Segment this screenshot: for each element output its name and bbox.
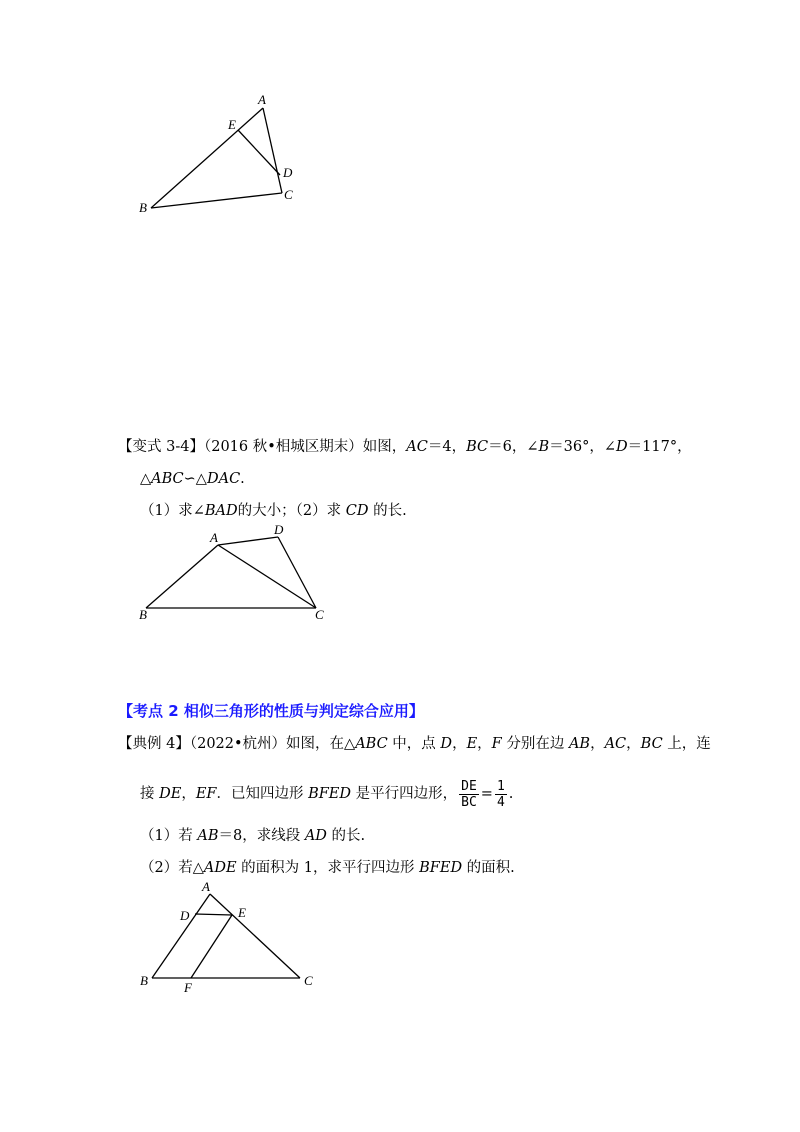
label-b: B — [139, 607, 147, 622]
segment-ef — [191, 915, 232, 978]
label-d: D — [180, 908, 190, 923]
section-heading: 【考点 2 相似三角形的性质与判定综合应用】 — [118, 702, 424, 720]
variant-tag: 【变式 3-4】 — [118, 439, 204, 455]
segment-ba — [152, 894, 210, 978]
fraction-one-quarter: $\frac{1}{4}$ — [496, 778, 505, 810]
fraction-de-bc: $\frac{DE}{BC}$ — [461, 778, 477, 810]
segment-bc — [151, 193, 282, 208]
figure-triangle-abc-parallelogram — [130, 878, 330, 998]
segment-ba — [146, 545, 218, 608]
segment-ac — [218, 545, 316, 608]
label-a: A — [210, 530, 218, 545]
label-d: D — [283, 165, 293, 180]
example-line-2: 接 DE，EF．已知四边形 BFED 是平行四边形， $\frac{DE}{BC}$ = $\frac{1}{4}$ . — [140, 778, 514, 810]
label-e: E — [228, 117, 236, 132]
variant-line-2: △ABC∽△DAC. — [140, 471, 245, 487]
label-e: E — [238, 905, 246, 920]
segment-ad — [218, 537, 278, 545]
label-c: C — [284, 187, 293, 202]
label-b: B — [139, 200, 147, 215]
label-a: A — [202, 879, 210, 894]
figure-quad-abcd — [130, 520, 340, 630]
variant-line-3: （1）求∠BAD的大小；（2）求 CD 的长. — [140, 503, 407, 519]
segment-ac — [263, 108, 282, 193]
example-line-3: （1）若 AB＝8，求线段 AD 的长. — [140, 828, 366, 844]
example-line-1: 【典例 4】（2022•杭州）如图，在△ABC 中，点 D，E，F 分别在边 AB，AC，BC 上，连 — [118, 736, 711, 752]
example-tag: 【典例 4】 — [118, 736, 190, 752]
segment-dc — [278, 537, 316, 608]
segment-de — [195, 914, 232, 915]
label-c: C — [304, 973, 313, 988]
figure-triangle-abc-ed — [130, 88, 310, 218]
label-c: C — [315, 607, 324, 622]
example-line-4: （2）若△ADE 的面积为 1，求平行四边形 BFED 的面积. — [140, 860, 515, 876]
label-d: D — [274, 522, 284, 537]
label-b: B — [140, 973, 148, 988]
variant-line-1: 【变式 3-4】（2016 秋•相城区期末）如图，AC＝4，BC＝6，∠B＝36°，∠D＝117°， — [118, 439, 692, 455]
segment-ed — [238, 130, 280, 175]
segment-ac — [210, 894, 300, 978]
segment-ba — [151, 108, 263, 208]
label-f: F — [184, 980, 192, 995]
label-a: A — [258, 92, 266, 107]
